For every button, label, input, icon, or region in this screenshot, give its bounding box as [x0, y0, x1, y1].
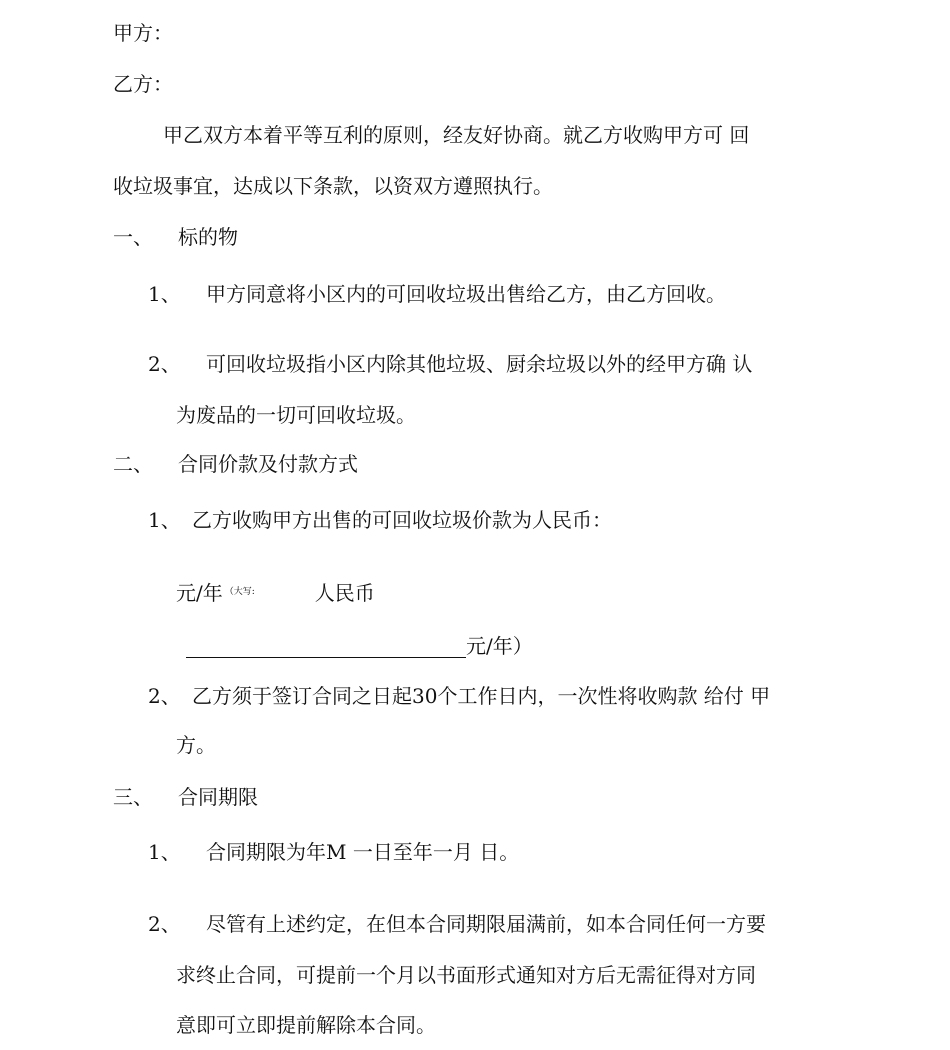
section-1-number: 一、 — [113, 225, 153, 249]
s2-item2-number: 2、 — [148, 684, 181, 708]
price-unit-close: 元/年） — [466, 634, 533, 658]
price-amount-blank — [186, 637, 466, 658]
s2-item1-text: 乙方收购甲方出售的可回收垃圾价款为人民币： — [192, 508, 612, 532]
intro-line-2: 收垃圾事宜，达成以下条款，以资双方遵照执行。 — [113, 174, 553, 198]
section-2-number: 二、 — [113, 452, 153, 476]
s3-item2-text-line3: 意即可立即提前解除本合同。 — [176, 1013, 436, 1037]
s1-item2-text-line1: 可回收垃圾指小区内除其他垃圾、厨余垃圾以外的经甲方确 认 — [206, 352, 753, 376]
s3-item2-number: 2、 — [148, 912, 181, 936]
section-1-title: 标的物 — [178, 225, 238, 249]
s3-item2-text-line1: 尽管有上述约定，在但本合同期限届满前，如本合同任何一方要 — [206, 912, 766, 936]
intro-line-1: 甲乙双方本着平等互利的原则，经友好协商。就乙方收购甲方可 回 — [163, 123, 750, 147]
section-3-number: 三、 — [113, 785, 153, 809]
s2-item2-text-line1: 乙方须于签订合同之日起30个工作日内，一次性将收购款 给付 甲 — [192, 684, 771, 708]
s2-item2-text-line2: 方。 — [176, 733, 216, 757]
price-daxie-label: （大写: — [224, 587, 255, 597]
s1-item2-number: 2、 — [148, 352, 181, 376]
price-line-2 — [186, 634, 533, 658]
s3-item1-text: 合同期限为年M 一日至年一月 日。 — [206, 840, 520, 864]
party-a-label: 甲方： — [113, 21, 173, 45]
price-line-1 — [176, 580, 375, 605]
s3-item2-text-line2: 求终止合同，可提前一个月以书面形式通知对方后无需征得对方同 — [176, 963, 756, 987]
price-rmb-label: 人民币 — [314, 581, 375, 605]
s2-item1-number: 1、 — [148, 508, 181, 532]
price-unit: 元/年 — [176, 581, 223, 605]
s3-item1-number: 1、 — [148, 840, 181, 864]
party-b-label: 乙方： — [113, 72, 173, 96]
section-3-title: 合同期限 — [178, 785, 258, 809]
section-2-title: 合同价款及付款方式 — [178, 452, 358, 476]
s1-item1-text: 甲方同意将小区内的可回收垃圾出售给乙方，由乙方回收。 — [206, 282, 726, 306]
s1-item1-number: 1、 — [148, 282, 181, 306]
s1-item2-text-line2: 为废品的一切可回收垃圾。 — [176, 403, 416, 427]
